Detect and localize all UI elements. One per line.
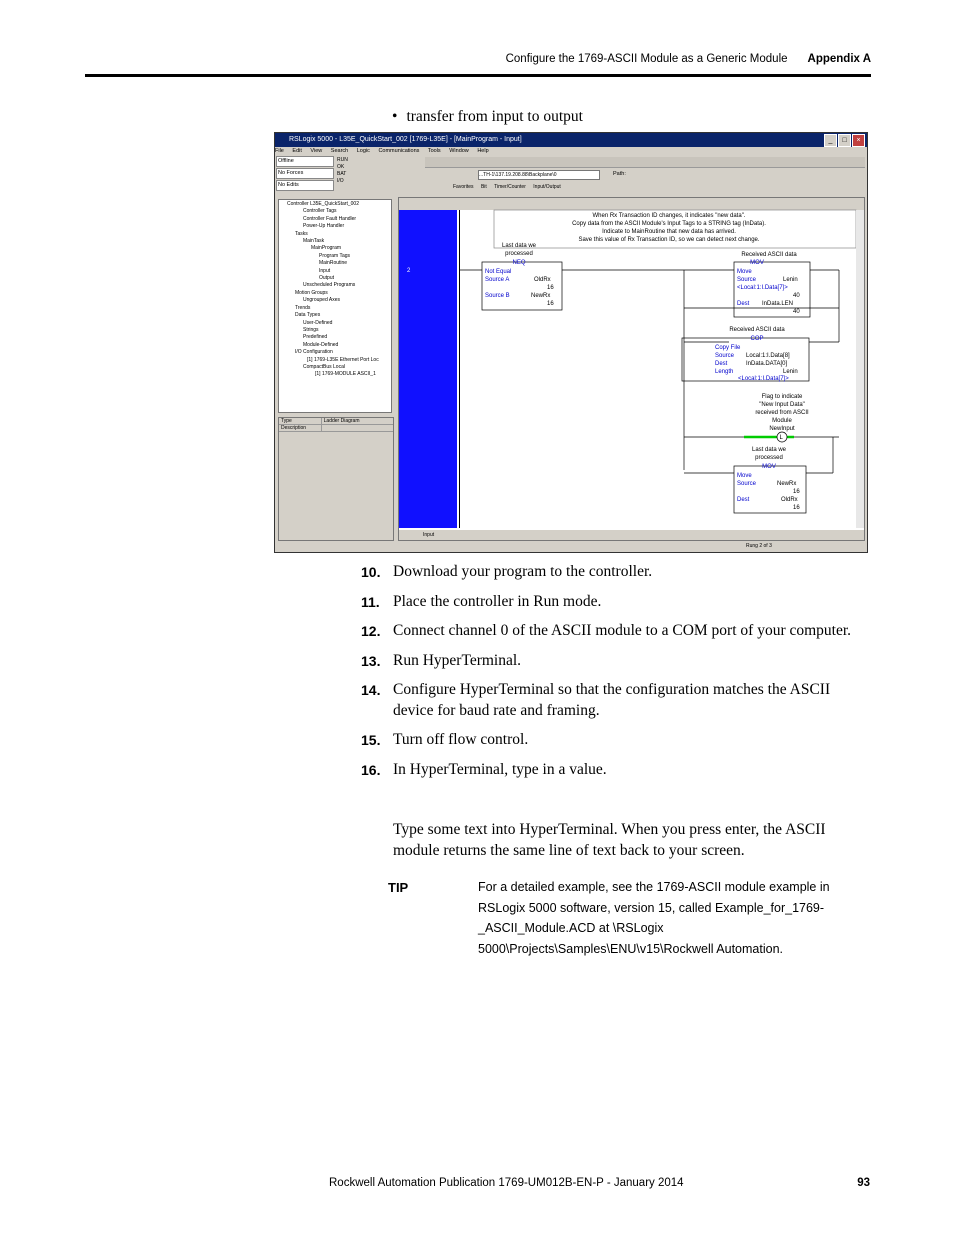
rung-number: 2 [407,268,411,274]
neq-source-b-label: Source B [485,293,510,299]
mov1-source-alias: <Local:1:I.Data[7]> [737,285,788,291]
tree-item[interactable]: Controller Tags [303,208,337,215]
tree-item[interactable]: I/O Configuration [295,349,333,356]
step-text: Turn off flow control. [393,731,529,748]
tree-item[interactable]: MainProgram [311,245,342,252]
tree-item[interactable]: Controller Fault Handler [303,215,357,222]
mov2-dest-value: 16 [793,505,800,511]
tree-item[interactable]: Controller L35E_QuickStart_002 [287,201,359,207]
neq-mnemonic: NEQ [512,260,526,266]
list-item [361,621,861,642]
ladder-diagram [399,198,864,540]
neq-source-a-value: 16 [547,285,554,291]
instruction-tabs [425,183,865,192]
mov1-dest-tag: InData.LEN [762,301,794,307]
tree-item[interactable]: Ungrouped Axes [303,297,340,304]
desc-description-label: Description [281,425,307,431]
controller-organizer [278,199,392,413]
tree-item[interactable]: MainTask [303,238,325,245]
light-run: RUN [337,157,348,163]
step-number: 12. [361,623,381,639]
tree-item[interactable]: [1] 1769-MODULE ASCII_1 [315,371,376,378]
rung-comment-line: When Rx Transaction ID changes, it indicates "new data". [592,213,746,219]
rung-status: Rung 2 of 3 [746,543,772,549]
mov2-mnemonic: MOV [762,464,776,470]
path-label: Path: [613,171,626,177]
list-item [361,680,861,721]
mov2-source-tag: NewRx [777,481,797,487]
list-item [361,730,861,751]
status-lights [337,157,348,185]
description-pane [278,417,394,541]
tree-item[interactable]: User-Defined [303,319,333,326]
light-ok: OK [337,164,345,170]
step-number: 10. [361,564,381,580]
mov2-dest-tag: OldRx [781,497,798,503]
mov1-title: Move [737,269,752,275]
header-rule [85,74,871,77]
header-section: Configure the 1769-ASCII Module as a Generic Module [505,53,788,65]
latch-tag: NewInput [769,426,795,432]
step-list [361,562,861,789]
page-footer: Rockwell Automation Publication 1769-UM012B-EN-P - January 2014 [329,1177,684,1189]
cop-source-label: Source [715,353,735,359]
tree-item[interactable]: Data Types [295,312,321,319]
cop-title: Copy File [715,345,741,351]
header-appendix: Appendix A [807,53,871,65]
step-text: In HyperTerminal, type in a value. [393,760,607,778]
tree-item[interactable]: Module-Defined [303,341,339,348]
mov2-description: Last data we [751,447,787,453]
menu-file[interactable]: File [275,148,284,154]
list-item [361,562,861,583]
window-titlebar [275,133,867,147]
tree-item[interactable]: [1] 1769-L35E Ethernet Port Loc [307,356,379,363]
tree-item[interactable]: Power-Up Handler [303,223,345,230]
neq-source-a-label: Source A [485,277,510,283]
menu-view[interactable]: View [310,148,323,154]
step-number: 15. [361,732,381,748]
ladder-editor[interactable] [398,197,865,541]
step-text: Connect channel 0 of the ASCII module to a COM port of your computer. [393,622,852,639]
cop-length-tag: Lenin [783,369,798,375]
latch-description: received from ASCII [755,410,809,416]
list-item [361,760,861,781]
menu-search[interactable]: Search [330,148,349,154]
neq-source-b-value: 16 [547,301,554,307]
step-16-detail: Type some text into HyperTerminal. When you press enter, the ASCII module returns the same line of text back to your screen. [393,821,826,859]
tree-item[interactable]: Strings [303,326,319,333]
cop-dest-tag: InData.DATA[0] [746,361,788,367]
mov2-description: processed [755,455,783,461]
light-bat: BAT [337,171,347,177]
latch-description: Module [772,418,792,424]
rung-comment-line: Indicate to MainRoutine that new data has arrived. [602,229,736,235]
rslogix-screenshot [274,132,868,553]
cop-length-label: Length [715,369,734,375]
tree-item[interactable]: Program Tags [319,252,351,259]
tree-item[interactable]: Trends [295,304,311,311]
step-number: 16. [361,761,381,778]
mov1-description: Received ASCII data [741,252,797,258]
step-number: 13. [361,652,381,669]
neq-description: Last data we [501,243,537,249]
vertical-scrollbar[interactable] [856,210,864,528]
tree-item[interactable]: Unscheduled Programs [303,282,356,289]
mov2-source-value: 16 [793,489,800,495]
minimize-icon[interactable]: _ [824,134,837,147]
mov2-dest-label: Dest [737,497,750,503]
step-text: Place the controller in Run mode. [393,592,602,610]
tab-input-output[interactable]: Input/Output [533,184,561,190]
neq-description: processed [505,251,533,257]
rung-comment-line: Copy data from the ASCII Module's Input Tags to a STRING tag (InData). [572,221,766,227]
path-input[interactable]: ...TH-1\137.19.208.88\Backplane\0 [478,170,600,180]
menu-tools[interactable]: Tools [427,148,441,154]
tab-timer-counter[interactable]: Timer/Counter [494,184,526,190]
window-title: RSLogix 5000 - L35E_QuickStart_002 [1769-L35E] - [MainProgram - Input] [289,136,522,143]
desc-type-header: Type [281,418,292,424]
status-forces[interactable]: No Forces [276,168,334,179]
tip-text: For a detailed example, see the 1769-ASCII module example in RSLogix 5000 software, version 15, called Example_for_1769-_ASCII_Module.ACD at \RSLogix 5000\Projects\Samples\ENU\v15\Rockwell Automation. [478,880,830,956]
menu-help[interactable]: Help [477,148,489,154]
close-icon[interactable]: × [852,134,865,147]
cop-source-tag: Local:1:I.Data[8] [746,353,790,359]
list-item [361,651,861,672]
tree-item[interactable]: Output [319,275,335,282]
tree-item[interactable]: CompactBus Local [303,363,345,370]
latch-description: Flag to indicate [761,394,803,400]
bullet-item: • transfer from input to output [392,108,583,126]
step-number: 11. [361,593,380,610]
light-io: I/O [337,178,344,184]
tab-input-routine[interactable]: Input [423,532,435,538]
status-mode[interactable]: Offline [276,156,334,167]
tab-bit[interactable]: Bit [480,184,487,190]
tab-favorites[interactable]: Favorites [453,184,474,190]
menu-edit[interactable]: Edit [292,148,302,154]
mov1-dest-label: Dest [737,301,750,307]
mov2-source-label: Source [737,481,757,487]
cop-length-alias: <Local:1:I.Data[7]> [738,376,789,382]
cop-mnemonic: COP [750,336,764,342]
mov1-source-value: 40 [793,293,800,299]
list-item [361,592,861,613]
page-header [506,53,871,65]
mov1-source-tag: Lenin [783,277,798,283]
tree-item[interactable]: Motion Groups [295,289,328,296]
coil-symbol: L [779,435,783,441]
step-text: Configure HyperTerminal so that the configuration matches the ASCII device for baud rate and framing. [393,681,831,719]
cop-dest-label: Dest [715,361,728,367]
menu-logic[interactable]: Logic [356,148,370,154]
step-text: Run HyperTerminal. [393,651,522,669]
step-text: Download your program to the controller. [393,563,653,580]
step-number: 14. [361,682,381,698]
neq-source-b-tag: NewRx [531,293,551,299]
tree-item[interactable]: Tasks [295,230,308,237]
latch-description: "New Input Data" [759,402,805,408]
horizontal-scrollbar[interactable] [399,530,864,540]
mov1-dest-value: 40 [793,309,800,315]
neq-source-a-tag: OldRx [534,277,551,283]
mov2-title: Move [737,473,752,479]
status-bar [275,541,867,552]
tree-item[interactable]: Input [319,267,331,274]
tip-label: TIP [388,880,409,895]
cop-description: Received ASCII data [729,327,785,333]
status-edits[interactable]: No Edits [276,180,334,191]
tree-item[interactable]: Predefined [303,334,328,341]
tree-item[interactable]: MainRoutine [319,260,348,267]
mov1-source-label: Source [737,277,757,283]
rung-comment-line: Save this value of Rx Transaction ID, so we can detect next change. [578,237,760,243]
page-number: 93 [857,1177,870,1189]
maximize-icon[interactable]: □ [838,134,851,147]
menu-bar [275,147,867,156]
neq-title: Not Equal [485,269,512,275]
main-toolbar[interactable] [425,157,865,168]
mov1-mnemonic: MOV [750,260,764,266]
desc-type-value: Ladder Diagram [321,418,393,424]
menu-window[interactable]: Window [449,148,469,154]
menu-communications[interactable]: Communications [378,148,420,154]
controller-status [276,156,334,192]
